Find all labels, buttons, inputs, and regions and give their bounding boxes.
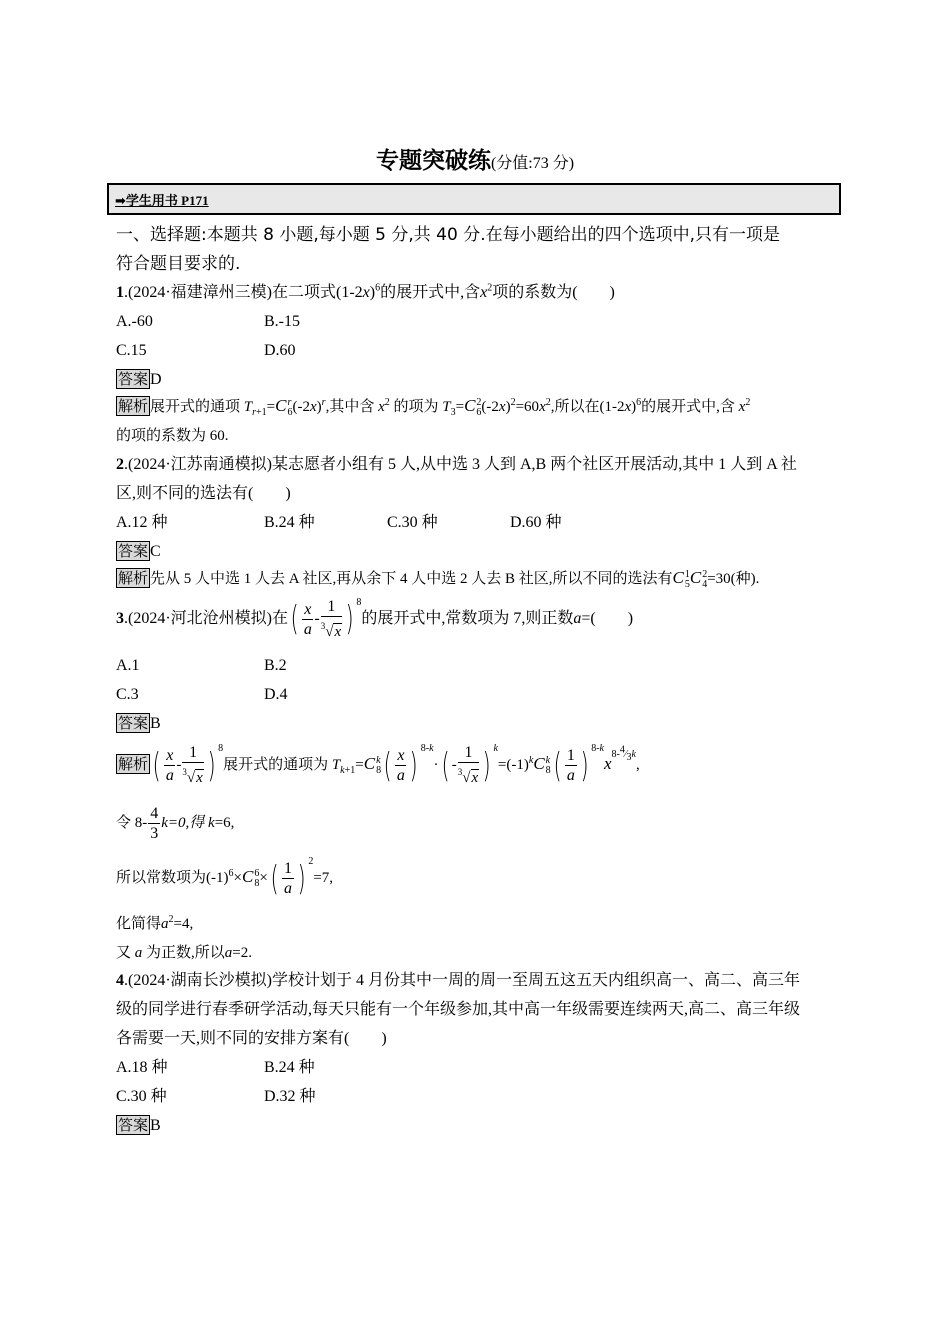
answer-label: 答案 xyxy=(118,542,149,560)
q3-step-4: 又 a 为正数,所以a=2. xyxy=(116,945,252,961)
question-4-line1: 4.(2024·湖南长沙模拟)学校计划于 4 月份其中一周的周一至周五这五天内组织高一、高二、高三年 xyxy=(116,972,800,989)
q3-analysis: 解析 ( $\frac{x}{a}$ - $\frac{1}{^3√x}$ ) $^8$展开式的通项为 $T_{k+1}=Ck$ 8( $\frac{x}{a}$ ) $^{8-k}$·( - $\frac{1}{^3√x}$ ) $^k=(-1)^kCk$ 8( $\frac{1}{a}$ ) $^{8-k}x^{8-^4⁄_3k}$, xyxy=(118,743,640,787)
q3-option-a[interactable]: A.1 xyxy=(116,657,140,674)
q3-option-b[interactable]: B.2 xyxy=(264,657,287,674)
q2-option-c[interactable]: C.30 种 xyxy=(387,514,438,531)
analysis-label: 解析 xyxy=(118,569,149,587)
q1-analysis: 解析 展开式的通项 $T_{r+1}=Cr$ $6(-2x)^r$,其中含 $x^2$ 的项为 $T_3=C2$ $6(-2x)^2=60x^2$,所以在$(1-2x)^6$的展开式中,含 $x^2$ xyxy=(118,396,751,418)
title-score: (分值:73 分) xyxy=(490,155,575,172)
q4-option-b[interactable]: B.24 种 xyxy=(264,1059,315,1076)
question-2-line1: 2.(2024·江苏南通模拟)某志愿者小组有 5 人,从中选 3 人到 A,B 两个社区开展活动,其中 1 人到 A 社 xyxy=(116,456,797,473)
arrow-right-icon: ➡ xyxy=(115,194,126,209)
answer-label: 答案 xyxy=(118,370,149,388)
q4-option-a[interactable]: A.18 种 xyxy=(116,1059,168,1076)
q3-option-d[interactable]: D.4 xyxy=(264,686,288,703)
analysis-label: 解析 xyxy=(118,755,149,773)
q1-option-d[interactable]: D.60 xyxy=(264,342,296,359)
title-main: 专题突破练 xyxy=(375,148,491,174)
q3-answer: 答案 B xyxy=(118,714,161,732)
q2-option-d[interactable]: D.60 种 xyxy=(510,514,562,531)
q2-analysis: 解析 先从 5 人中选 1 人去 A 社区,再从余下 4 人中选 2 人去 B 社区,所以不同的选法有C1 5C2 4=30(种). xyxy=(118,568,760,590)
q4-option-d[interactable]: D.32 种 xyxy=(264,1088,316,1105)
question-3: 3.(2024·河北沧州模拟)在( $\frac{x}{a}$ - $\frac{1}{^3√x}$ ) $^8$的展开式中,常数项为 7,则正数a=( ) xyxy=(116,597,634,640)
analysis-label: 解析 xyxy=(118,397,149,415)
q1-option-b[interactable]: B.-15 xyxy=(264,313,300,330)
page-title xyxy=(0,142,950,175)
section-heading-line1: 一、选择题:本题共 8 小题,每小题 5 分,共 40 分.在每小题给出的四个选项中,只有一项是 xyxy=(116,225,781,245)
q3-step-2: 所以常数项为$(-1)^6\times C6$ 8×( $\frac{1}{a}$ ) $^2$=7, xyxy=(116,856,334,899)
answer-label: 答案 xyxy=(118,1116,149,1134)
banner-link[interactable]: ➡学生用书 P171 xyxy=(115,193,209,209)
q2-answer: 答案 C xyxy=(118,542,161,560)
question-4-line2: 级的同学进行春季研学活动,每天只能有一个年级参加,其中高一年级需要连续两天,高二、高三年级 xyxy=(116,1001,801,1018)
question-1: 1.(2024·福建漳州三模)在二项式$(1-2x)^6$的展开式中,含$x^2$项的系数为( ) xyxy=(116,282,615,301)
question-2-line2: 区,则不同的选法有( ) xyxy=(116,485,291,502)
q1-option-a[interactable]: A.-60 xyxy=(116,313,153,330)
q4-answer: 答案 B xyxy=(118,1116,161,1134)
q4-option-c[interactable]: C.30 种 xyxy=(116,1088,167,1105)
question-4-line3: 各需要一天,则不同的安排方案有( ) xyxy=(116,1030,387,1047)
q3-option-c[interactable]: C.3 xyxy=(116,686,139,703)
q1-answer: 答案 D xyxy=(118,370,162,388)
student-book-banner xyxy=(107,183,841,215)
answer-label: 答案 xyxy=(118,714,149,732)
q3-step-3: 化简得$a^2=4$, xyxy=(116,914,194,932)
q2-option-a[interactable]: A.12 种 xyxy=(116,514,168,531)
q1-option-c[interactable]: C.15 xyxy=(116,342,147,359)
q1-analysis-cont: 的项的系数为 60. xyxy=(116,428,229,444)
q3-step-1: 令 8- $\frac{4}{3}$ k=0,得 k=6, xyxy=(116,805,235,843)
q2-option-b[interactable]: B.24 种 xyxy=(264,514,315,531)
section-heading-line2: 符合题目要求的. xyxy=(116,254,241,274)
